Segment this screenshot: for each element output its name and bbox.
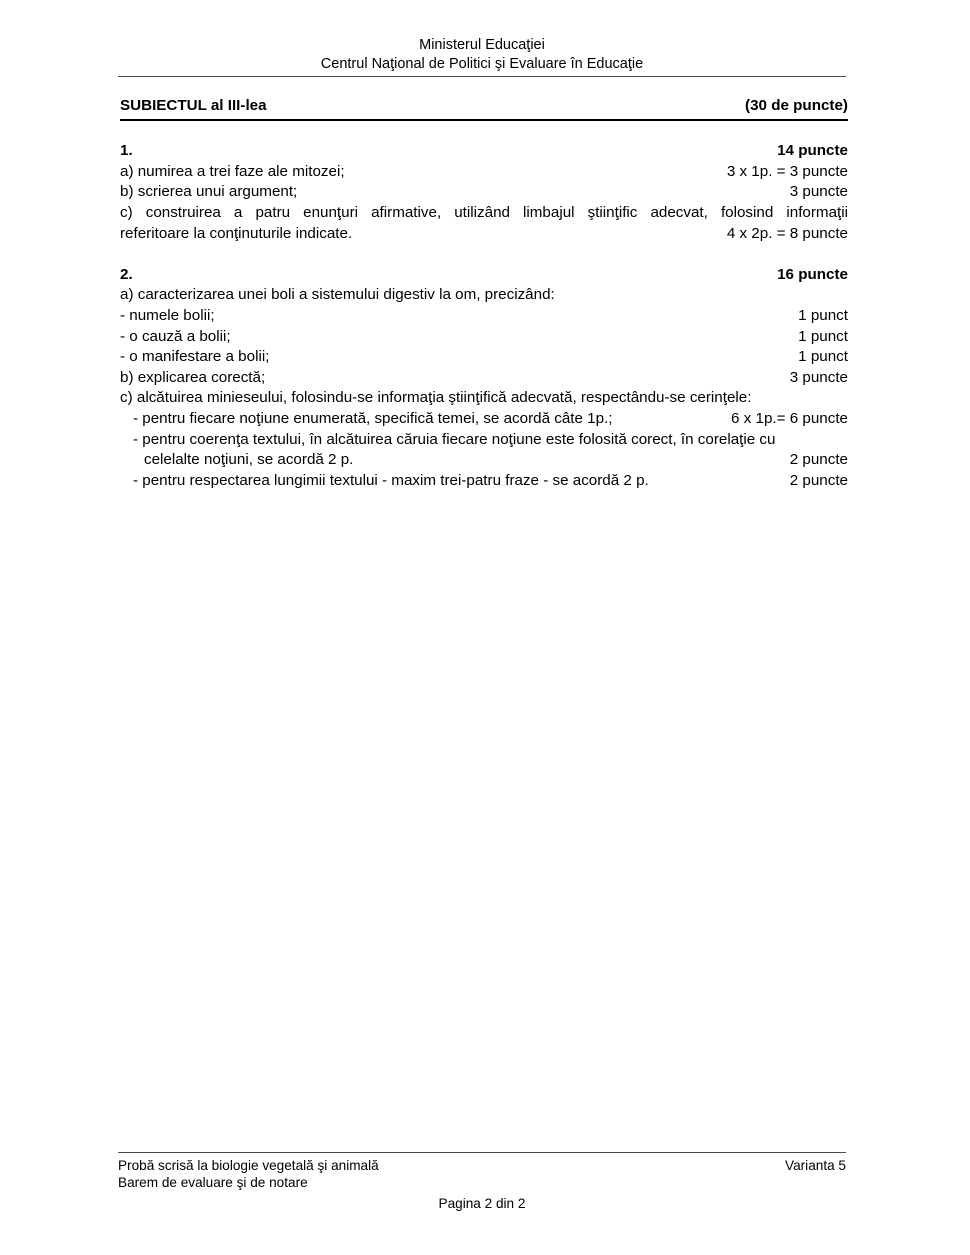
item2-c3-text: - pentru respectarea lungimii textului - maxim trei-patru fraze - se acordă 2 p. (133, 471, 649, 489)
item2-c-sublist (120, 409, 848, 491)
item2-a2-points: 1 punct (798, 327, 848, 345)
document-footer (118, 1157, 846, 1191)
item2-a3-text: - o manifestare a bolii; (120, 348, 270, 366)
item2-c2-block (133, 430, 848, 471)
item2-a-text: a) caracterizarea unei boli a sistemului digestiv la om, precizând: (120, 286, 555, 304)
item2-c1-row (133, 409, 848, 430)
footer-divider (118, 1152, 846, 1153)
item2-c-row (120, 388, 848, 409)
spacer (120, 121, 848, 142)
item2-a2-text: - o cauză a bolii; (120, 327, 231, 345)
item2-b-row (120, 368, 848, 389)
header-center: Centrul Naţional de Politici şi Evaluare în Educaţie (320, 56, 644, 72)
item2-b-points: 3 puncte (789, 368, 848, 386)
item1-heading-row (120, 141, 848, 162)
document-body (120, 96, 848, 491)
item2-c3-row (133, 471, 848, 492)
item2-a3-points: 1 punct (798, 348, 848, 366)
page-title: SUBIECTUL al III-lea (120, 97, 267, 114)
footer-variant: Varianta 5 (785, 1158, 846, 1173)
item2-points: 16 puncte (777, 265, 848, 283)
item2-c2-tail-row (133, 450, 848, 471)
item2-c2-points: 2 puncte (789, 451, 848, 469)
item1-a-points: 3 x 1p. = 3 puncte (726, 162, 848, 180)
document-header (118, 36, 846, 74)
item2-c2-text-line2: celelalte noţiuni, se acordă 2 p. (144, 451, 354, 469)
item1-c-tail-row (120, 224, 848, 245)
item1-c-text-line2: referitoare la conţinuturile indicate. (120, 224, 353, 242)
item1-number: 1. (120, 142, 133, 160)
item2-c-text: c) alcătuirea minieseului, folosindu-se informaţia ştiinţifică adecvată, respectându-se cerinţele: (120, 389, 752, 407)
item1-points: 14 puncte (777, 142, 848, 160)
subject-total-points: (30 de puncte) (745, 97, 848, 114)
item1-c-points: 4 x 2p. = 8 puncte (726, 224, 848, 242)
item1-c-text-line1: c) construirea a patru enunţuri afirmative, utilizând limbajul ştiinţific adecvat, folosind informaţii (120, 203, 848, 221)
footer-top-row (118, 1157, 846, 1191)
item2-b-text: b) explicarea corectă; (120, 368, 266, 386)
footer-page-number: Pagina 2 din 2 (438, 1196, 526, 1211)
item2-c3-points: 2 puncte (789, 471, 848, 489)
subject-title-row (120, 96, 848, 121)
spacer (120, 244, 848, 265)
item1-b-row (120, 182, 848, 203)
item2-a1-row (120, 306, 848, 327)
item2-c2-text-line1: - pentru coerenţa textului, în alcătuirea căruia fiecare noţiune este folosită corect, în corelaţie cu (133, 430, 776, 448)
footer-doc-type: Barem de evaluare şi de notare (118, 1175, 308, 1190)
item1-a-text: a) numirea a trei faze ale mitozei; (120, 162, 345, 180)
item1-a-row (120, 162, 848, 183)
item2-c1-points: 6 x 1p.= 6 puncte (731, 409, 848, 427)
footer-exam-name: Probă scrisă la biologie vegetală şi animală (118, 1158, 379, 1173)
item2-a1-text: - numele bolii; (120, 306, 215, 324)
item2-a2-row (120, 327, 848, 348)
item2-a3-row (120, 347, 848, 368)
item2-number: 2. (120, 265, 133, 283)
item2-heading-row (120, 265, 848, 286)
item2-a-row (120, 285, 848, 306)
item1-b-points: 3 puncte (789, 183, 848, 201)
item2-c1-text: - pentru fiecare noţiune enumerată, specifică temei, se acordă câte 1p.; (133, 409, 613, 427)
item1-c-paragraph (120, 203, 848, 244)
footer-left-block (118, 1157, 379, 1191)
item1-b-text: b) scrierea unui argument; (120, 183, 298, 201)
header-divider (118, 76, 846, 77)
header-ministry: Ministerul Educaţiei (419, 37, 545, 53)
item2-a1-points: 1 punct (798, 306, 848, 324)
